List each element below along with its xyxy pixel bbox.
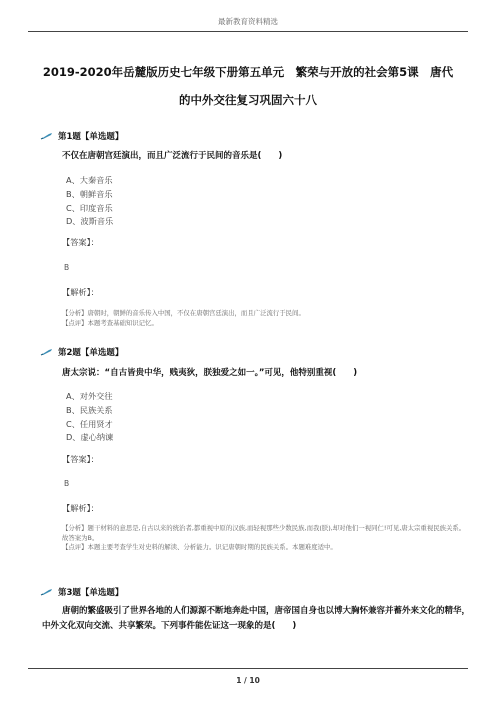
analysis-label: 【解析】： <box>62 503 99 513</box>
analysis-text <box>62 309 472 328</box>
answer-label: 【答案】： <box>62 237 99 247</box>
option-c: C、印度音乐 <box>66 203 113 213</box>
answer-label: 【答案】： <box>62 454 99 464</box>
analysis-line: 【分析】唐朝时，朝鲜的音乐传入中国，不仅在唐朝宫廷演出，而且广泛流行于民间。 <box>62 309 305 317</box>
question-3-stem: 唐朝的繁盛吸引了世界各地的人们源源不断地奔赴中国，唐帝国自身也以博大胸怀兼容并蓄外来文化的精华，中外文化双向交流、共享繁荣。下列事件能佐证这一现象的是( ) <box>42 606 471 631</box>
option-a: A、大秦音乐 <box>66 175 113 185</box>
option-d: D、虚心纳谏 <box>66 432 114 442</box>
analysis-text <box>62 524 472 553</box>
answer-value: B <box>64 263 70 272</box>
option-b: B、朝鲜音乐 <box>66 189 113 199</box>
question-1-heading <box>40 130 123 142</box>
pen-icon <box>40 132 53 140</box>
question-heading-text: 第3题【单选题】 <box>58 588 124 598</box>
question-2-heading <box>40 346 123 358</box>
pen-icon <box>40 348 53 356</box>
analysis-label: 【解析】： <box>62 287 99 297</box>
question-heading-text: 第2题【单选题】 <box>58 348 124 358</box>
document-title-line-2: 的中外交往复习巩固六十八 <box>179 93 317 107</box>
question-3-heading <box>40 586 123 598</box>
header-note: 最新教育资料精选 <box>218 17 278 26</box>
question-1-stem: 不仅在唐朝宫廷演出，而且广泛流行于民间的音乐是( ) <box>62 151 283 161</box>
page-number: 1 / 10 <box>236 676 260 685</box>
answer-value: B <box>64 479 70 488</box>
analysis-line: 故答案为B。 <box>62 533 99 542</box>
analysis-line: 【分析】题干材料的意思是,自古以来的统治者,都重视中原的汉族,而轻视那些少数民族,而我(朕),却对他们一视同仁!可见,唐太宗重视民族关系。 <box>62 524 466 532</box>
option-a: A、对外交往 <box>66 391 113 401</box>
header-divider <box>28 31 468 32</box>
analysis-line: 【点评】本题考查基础知识记忆。 <box>62 318 158 327</box>
option-d: D、波斯音乐 <box>66 216 114 226</box>
document-title-line-1: 2019-2020年岳麓版历史七年级下册第五单元 繁荣与开放的社会第5课 唐代 <box>42 65 454 79</box>
option-c: C、任用贤才 <box>66 419 113 429</box>
pen-icon <box>40 588 53 596</box>
analysis-line: 【点评】本题主要考查学生对史料的解读、分析能力。识记唐朝时期的民族关系。本题难度适中。 <box>62 543 337 551</box>
option-b: B、民族关系 <box>66 405 113 415</box>
footer-divider <box>28 668 468 669</box>
question-2-stem: 唐太宗说：“自古皆贵中华，贱夷狄，朕独爱之如一。”可见，他特别重视( ) <box>62 368 358 378</box>
question-heading-text: 第1题【单选题】 <box>58 132 124 142</box>
